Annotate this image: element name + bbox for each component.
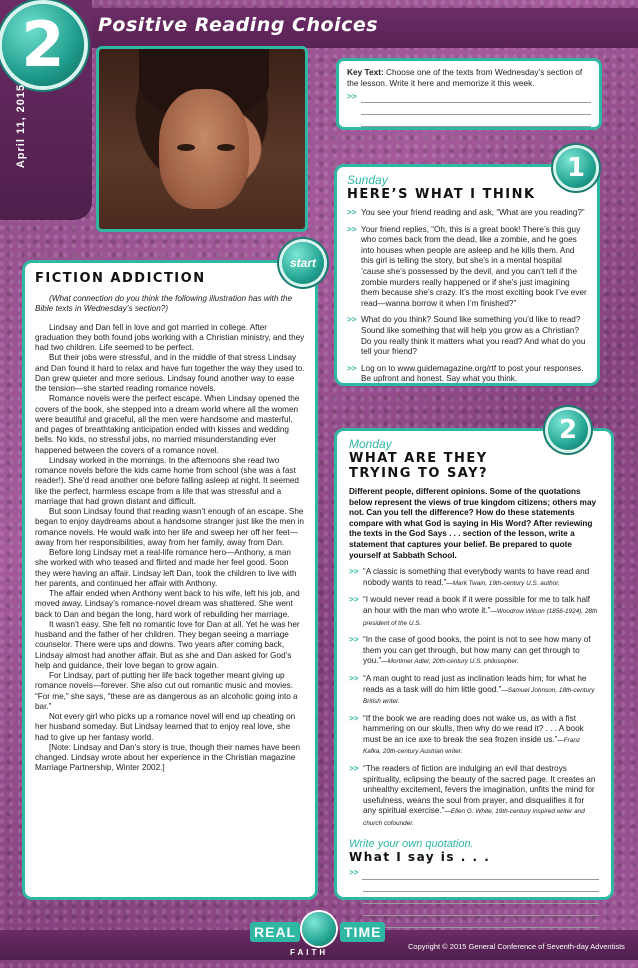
- arrow-icon: >>: [347, 208, 357, 217]
- article-intro: (What connection do you think the following illustration has with the Bible texts in Wednesday’s section?): [35, 294, 293, 314]
- section-title: HERE’S WHAT I THINK: [347, 187, 536, 202]
- lesson-number-badge: 2: [2, 4, 84, 86]
- arrow-icon: >>: [349, 635, 359, 645]
- quote-item: >> “A classic is something that everybody wants to have read and nobody wants to read.”—Mark Twain, 19th-century U.S. author.: [349, 567, 590, 587]
- article-paragraph: The affair ended when Anthony went back to his wife, left his job, and moved away. Lindsay’s romance-novel dream was shattered. She went back to Dan and began the long, hard work of rebuilding her marriage.: [35, 589, 300, 619]
- article-title: FICTION ADDICTION: [35, 271, 206, 286]
- key-text-instructions: Choose one of the texts from Wednesday’s section of the lesson. Write it here and memorize it this week.: [347, 67, 583, 88]
- logo-subtitle: FAITH: [290, 948, 329, 957]
- arrow-icon: >>: [349, 713, 359, 723]
- article-paragraph: Lindsay worked in the mornings. In the afternoons she read two romance novels before the kids came home from school (she was a fast reader!). She’d read another one before falling asleep at night. It seemed like the perfect, harmless escape from a life that was stressful and a marriage that had grown distant and difficult.: [35, 455, 299, 506]
- day-label: Sunday: [347, 173, 388, 187]
- write-line[interactable]: [363, 916, 599, 928]
- day-label: Monday: [349, 437, 392, 451]
- sunday-number-badge: 1: [556, 148, 596, 188]
- arrow-icon: >>: [347, 91, 357, 101]
- bullet-item: >> What do you think? Sound like something you’d like to read? Sound like something that will help you grow as a Christian? Do you really think it matters what you read? And what do you tell your friend?: [347, 315, 586, 357]
- section-title: WHAT ARE THEY TRYING TO SAY?: [349, 451, 489, 481]
- article-paragraph: It wasn’t easy. She felt no romantic love for Dan at all. Yet he was her husband and the father of her children. They began seeing a marriage counselor. There were ups and downs. Two years after coming back, Lindsay almost had another affair. But as she and Dan asked for God’s help and guidance, their love began to grow again.: [35, 619, 300, 670]
- quote-item: >> “I would never read a book if it were possible for me to talk half an hour with the man who wrote it.”—Woodrow Wilson (1856-1924), 28th president of the U.S.: [349, 595, 598, 627]
- sunday-section: [334, 164, 600, 386]
- write-line[interactable]: [361, 103, 591, 115]
- logo-word-left: REAL: [250, 922, 300, 942]
- copyright-notice: Copyright © 2015 General Conference of Seventh-day Adventists: [408, 942, 625, 951]
- start-badge: start: [282, 242, 324, 284]
- girl-portrait-photo: [96, 46, 308, 232]
- write-line[interactable]: [361, 115, 591, 127]
- arrow-icon: >>: [349, 673, 359, 683]
- key-text-box: [336, 58, 602, 130]
- quote-item: >> “The readers of fiction are indulging an evil that destroys spirituality, eclipsing the beauty of the sacred page. It creates an unhealthy excitement, fevers the imagination, unfits the mind for usefulness, weans the soul from prayer, and disqualifies it for any spiritual exercise.”—Ellen G. White, 19th-century inspired writer and church cofounder.: [349, 764, 596, 828]
- arrow-icon: >>: [349, 764, 359, 774]
- real-time-faith-logo: [250, 912, 390, 962]
- bullet-item: >> Log on to www.guidemagazine.org/rtf to post your responses. Be upfront and honest. Say what you think.: [347, 363, 584, 384]
- article-paragraph: But their jobs were stressful, and in the middle of that stress Lindsay and Dan found it hard to relax and have fun together the way they used to. Dan grew quieter and more serious. Lindsay found another way to ease the tension—she started reading romance novels.: [35, 353, 305, 393]
- quote-item: >> “If the book we are reading does not wake us, as with a fist hammering on our skulls, then why do we read it? . . . A book must be an ice axe to break the sea frozen inside us.”—Franz Kafka, 20th-century Austrian writer.: [349, 713, 584, 756]
- write-prompt: Write your own quotation.: [349, 837, 474, 850]
- write-line[interactable]: [363, 904, 599, 916]
- write-title: What I say is . . .: [349, 849, 491, 864]
- section-intro: Different people, different opinions. Some of the quotations below represent the views of true kingdom citizens; others may not. Can you tell the difference? How do these statements compare with what God is saying in His Word? After reviewing the texts in the God Says . . . section of the lesson, write a statement that captures your belief. Be prepared to quote yourself at Sabbath School.: [349, 487, 597, 560]
- article-paragraph: For Lindsay, part of putting her life back together meant giving up romance novels—forever. She also cut out romantic music and movies. “For me,” she says, “these are as dangerous as an alcoholic going into a bar.”: [35, 671, 298, 711]
- logo-word-right: TIME: [340, 922, 385, 942]
- write-line[interactable]: [361, 91, 591, 103]
- fiction-addiction-article: [22, 260, 318, 900]
- write-line[interactable]: [363, 892, 599, 904]
- quote-item: >> “A man ought to read just as inclination leads him; for what he reads as a task will do him little good.”—Samuel Johnson, 18th-century British writer.: [349, 673, 595, 706]
- quote-item: >> “In the case of good books, the point is not to see how many of them you can get through, but how many can get through to you.”—Mortimer Adler, 20th-century U.S. philosopher.: [349, 635, 591, 666]
- bullet-item: >> You see your friend reading and ask, “What are you reading?”: [347, 208, 585, 217]
- write-line[interactable]: [363, 880, 599, 892]
- article-paragraph: But soon Lindsay found that reading wasn’t enough of an escape. She began to enjoy daydreams about a handsome stranger just like the men in romance novels. He would walk into her life and sweep her off her feet—away from her responsibilities, away from her family, away from Dan.: [35, 507, 304, 547]
- arrow-icon: >>: [349, 567, 359, 577]
- article-paragraph: [Note: Lindsay and Dan’s story is true, though their names have been changed. Lindsay wrote about her experience in the Christian magazine Marriage Partnership, Winter 2002.]: [35, 742, 301, 773]
- page-title: Positive Reading Choices: [98, 14, 379, 36]
- monday-section: [334, 428, 614, 900]
- article-paragraph: Not every girl who picks up a romance novel will end up cheating on her husband someday. But Lindsay learned that to enjoy real love, she had to give up her fantasy world.: [35, 712, 296, 742]
- bullet-item: >> Your friend replies, “Oh, this is a great book! There’s this guy who comes back from the dead, like a zombie, and he goes into houses when people are asleep and he kills them. And this girl is telling the story, but she’s in a mental hospital ’cause she’s possessed by the devil, and you can’t tell if the zombie murders really happened or if she’s just imagining them because she’s crazy. It’s the most exciting book I’ve ever read—wanna borrow it when I’m finished?”: [347, 224, 587, 308]
- article-paragraph: Romance novels were the perfect escape. When Lindsay opened the covers of the book, she stepped into a dream world where all the women were beautiful and graceful, all the men were handsome and masterful, and pages of breathtaking anticipation ended with kisses and wedding bells. No kids, no stressful jobs, no married misunderstanding ever happened between the covers of a romance novel.: [35, 394, 300, 455]
- lesson-date: April 11, 2015: [15, 83, 27, 169]
- arrow-icon: >>: [347, 363, 357, 373]
- monday-number-badge: 2: [548, 410, 588, 450]
- key-text-label: Key Text:: [347, 67, 384, 77]
- article-paragraph: Lindsay and Dan fell in love and got married in college. After graduation they both found jobs working with a Christian ministry, and they had two children. Life seemed to be perfect.: [35, 322, 305, 352]
- article-paragraph: Before long Lindsay met a real-life romance hero—Anthony, a man she worked with who teased and flirted and made her feel good. Soon they were having an affair. Lindsay left Dan, took the children to live with her parents, and continued her affair with Anthony.: [35, 548, 297, 588]
- arrow-icon: >>: [349, 867, 359, 877]
- power-icon: [302, 912, 336, 946]
- arrow-icon: >>: [347, 224, 357, 234]
- write-line[interactable]: [362, 868, 599, 880]
- arrow-icon: >>: [349, 595, 359, 605]
- arrow-icon: >>: [347, 315, 357, 325]
